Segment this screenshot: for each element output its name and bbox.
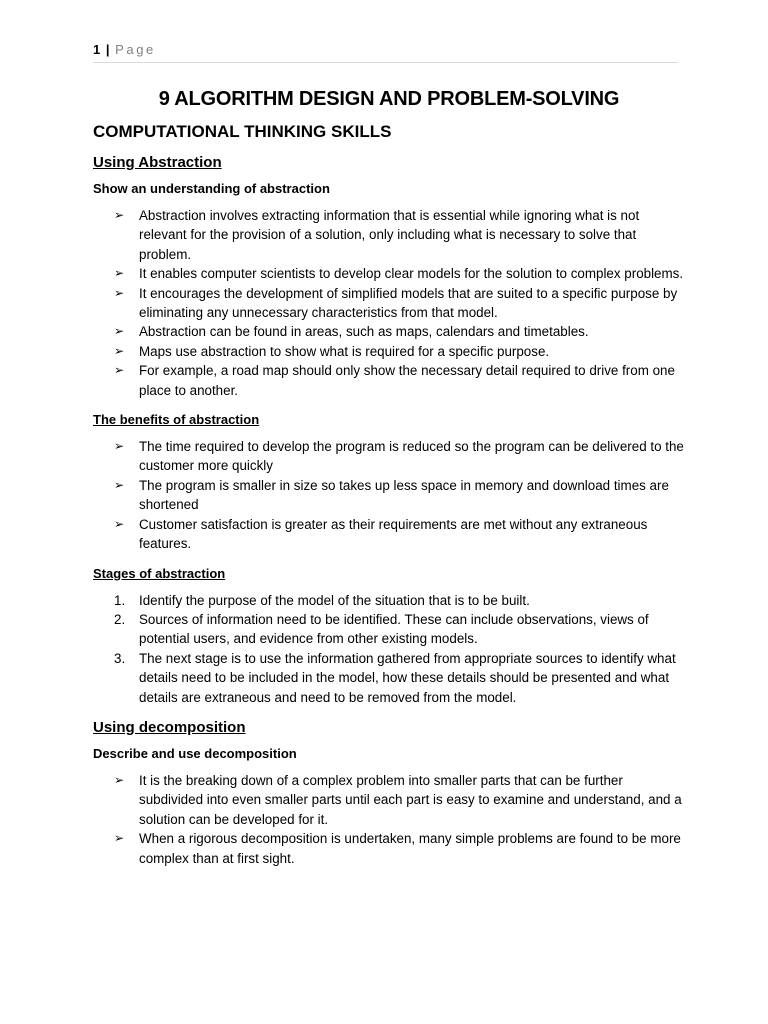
abstraction-heading: Using Abstraction (93, 154, 222, 171)
abstraction-subheading: Show an understanding of abstraction (93, 181, 330, 196)
arrow-bullet-icon: ➢ (114, 439, 125, 454)
decomposition-heading: Using decomposition (93, 718, 246, 736)
section-heading: COMPUTATIONAL THINKING SKILLS (93, 122, 392, 141)
arrow-bullet-icon: ➢ (114, 208, 125, 222)
document-title: 9 ALGORITHM DESIGN AND PROBLEM-SOLVING (158, 88, 620, 110)
list-item: ➢ Customer satisfaction is greater as their requirements are met without any extraneous features. (114, 516, 648, 552)
list-item: 2. Sources of information need to be identified. These can include observations, views of potential users, and evidence from other existing models. (114, 611, 649, 647)
abstraction-list (93, 206, 685, 400)
stages-list (93, 591, 685, 707)
arrow-bullet-icon: ➢ (114, 343, 125, 358)
arrow-bullet-icon: ➢ (114, 477, 125, 492)
benefits-heading: The benefits of abstraction (93, 412, 260, 428)
list-item: ➢ The program is smaller in size so takes up less space in memory and download times are shortened (114, 477, 669, 513)
arrow-bullet-icon: ➢ (114, 772, 125, 787)
list-number: 1. (114, 592, 126, 608)
page-number: 1 (93, 42, 101, 57)
list-item: ➢ Abstraction involves extracting information that is essential while ignoring what is not relevant for the provision of a solution, only including what is necessary to solve that problem. (114, 208, 640, 262)
arrow-bullet-icon: ➢ (114, 363, 125, 378)
list-item: ➢ When a rigorous decomposition is undertaken, many simple problems are found to be more complex than at first sight. (114, 831, 681, 866)
list-number: 3. (114, 650, 126, 666)
list-item: 1. Identify the purpose of the model of the situation that is to be built. (93, 591, 685, 610)
header-separator: | (105, 42, 110, 57)
page-header (93, 42, 678, 63)
page-word: Page (115, 42, 156, 57)
arrow-bullet-icon: ➢ (114, 516, 125, 531)
benefits-list (93, 437, 685, 553)
document-body (93, 88, 685, 880)
stages-heading: Stages of abstraction (93, 565, 226, 581)
list-number: 2. (114, 611, 126, 627)
list-item: ➢ It is the breaking down of a complex problem into smaller parts that can be further subdivided into even smaller parts until each part is easy to examine and understand, and a solution can be developed for it. (114, 772, 682, 827)
list-item: ➢ For example, a road map should only show the necessary detail required to drive from one place to another. (114, 363, 675, 398)
list-item: ➢ Abstraction can be found in areas, such as maps, calendars and timetables. (93, 322, 685, 341)
arrow-bullet-icon: ➢ (114, 266, 125, 281)
list-item: 3. The next stage is to use the information gathered from appropriate sources to identify what details need to be included in the model, how these details should be presented and what details are extraneous and need to be removed from the model. (114, 650, 676, 705)
list-item: ➢ The time required to develop the program is reduced so the program can be delivered to the customer more quickly (114, 439, 684, 474)
list-item: ➢ It enables computer scientists to develop clear models for the solution to complex problems. (93, 264, 685, 283)
decomposition-list (93, 771, 685, 868)
list-item: ➢ It encourages the development of simplified models that are suited to a specific purpose by eliminating any unnecessary characteristics from that model. (114, 285, 678, 321)
arrow-bullet-icon: ➢ (114, 324, 125, 339)
arrow-bullet-icon: ➢ (114, 285, 125, 300)
decomposition-subheading: Describe and use decomposition (93, 745, 297, 761)
arrow-bullet-icon: ➢ (114, 831, 125, 846)
list-item: ➢ Maps use abstraction to show what is required for a specific purpose. (93, 342, 685, 361)
